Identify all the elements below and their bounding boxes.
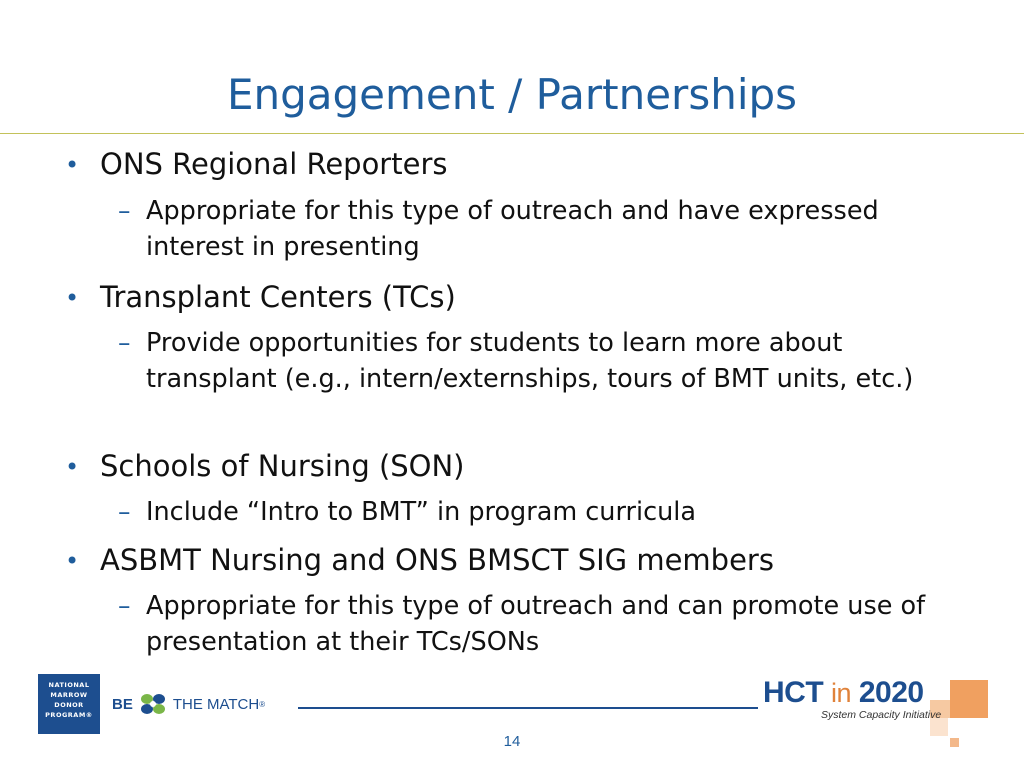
slide-title: Engagement / Partnerships xyxy=(226,70,798,119)
dash-icon: – xyxy=(118,497,131,526)
bullet-transplant-centers: Transplant Centers (TCs) xyxy=(100,280,456,314)
bullet-icon: • xyxy=(65,547,80,575)
dash-icon: – xyxy=(118,591,131,620)
hct-text: HCT xyxy=(763,676,824,709)
be-the-match-logo xyxy=(112,690,265,718)
btm-be-text: BE xyxy=(112,695,133,713)
hct-square-large xyxy=(950,680,988,718)
footer-divider xyxy=(298,707,758,709)
nmdp-logo-line: MARROW xyxy=(50,691,88,699)
hct-subtitle: System Capacity Initiative xyxy=(821,709,942,721)
dash-icon: – xyxy=(118,196,131,225)
bullet-icon: • xyxy=(65,453,80,481)
bullet-icon: • xyxy=(65,151,80,179)
sub-bullet-transplant-centers: Provide opportunities for students to learn more about transplant (e.g., intern/externships, tours of BMT units, etc.) xyxy=(146,328,914,394)
btm-registered-mark: ® xyxy=(259,699,266,709)
nmdp-logo-line: PROGRAM® xyxy=(45,711,93,719)
sub-bullet-schools-of-nursing: Include “Intro to BMT” in program curricula xyxy=(146,497,696,527)
bullet-schools-of-nursing: Schools of Nursing (SON) xyxy=(100,449,465,483)
hct-in-text: in xyxy=(831,678,852,708)
bullet-icon: • xyxy=(65,284,80,312)
page-number: 14 xyxy=(503,733,521,750)
nmdp-logo-line: NATIONAL xyxy=(48,681,90,689)
btm-the-match-text: THE MATCH xyxy=(172,695,260,713)
bullet-ons-regional-reporters: ONS Regional Reporters xyxy=(100,147,448,181)
sub-bullet-ons: Appropriate for this type of outreach and have expressed interest in presenting xyxy=(146,196,879,262)
nmdp-logo-line: DONOR xyxy=(54,701,84,709)
bullet-asbmt-ons-members: ASBMT Nursing and ONS BMSCT SIG members xyxy=(100,543,774,577)
hct-2020-logo xyxy=(763,676,924,710)
sub-bullet-asbmt-ons-members: Appropriate for this type of outreach and can promote use of presentation at their TCs/SONs xyxy=(146,591,926,657)
dash-icon: – xyxy=(118,328,131,357)
btm-flower-icon xyxy=(137,691,169,717)
nmdp-logo xyxy=(38,674,100,734)
hct-square-tiny xyxy=(950,738,959,747)
hct-year-text: 2020 xyxy=(858,676,924,709)
